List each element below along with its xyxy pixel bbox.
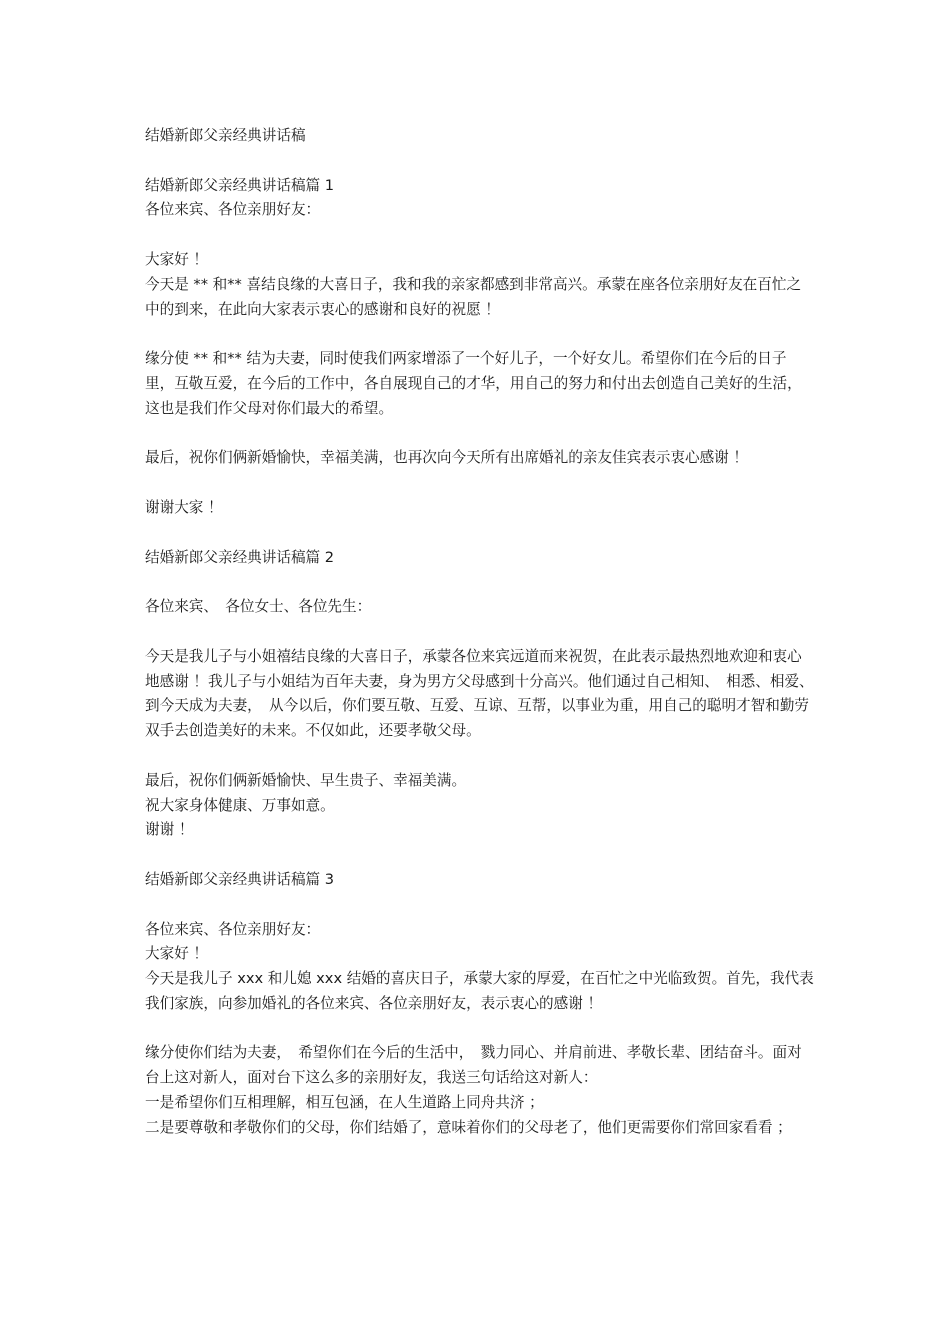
section-2-paragraph-1: 今天是我儿子与小姐禧结良缘的大喜日子，承蒙各位来宾远道而来祝贺，在此表示最热烈地欢迎和衷心地感谢 ！我儿子与小姐结为百年夫妻，身为男方父母感到十分高兴。他们通过自己相知、 相悉、相爱、到今天成为夫妻， 从今以后，你们要互敬、互爱、互谅、互帮，以事业为重，用自己的聪明才智和勤劳双手去创造美好的未来。不仅如此，还要孝敬父母。: [145, 647, 814, 740]
section-1-heading: 结婚新郎父亲经典讲话稿篇 1: [145, 176, 335, 194]
section-3-paragraph-2: 缘分使你们结为夫妻， 希望你们在今后的生活中， 戮力同心、并肩前进、孝敬长辈、团结奋斗。面对台上这对新人，面对台下这么多的亲朋好友，我送三句话给这对新人：: [145, 1044, 802, 1087]
section-1-paragraph-3: 最后，祝你们俩新婚愉快，幸福美满，也再次向今天所有出席婚礼的亲友佳宾表示衷心感谢 ！: [145, 449, 748, 467]
section-3-line-1: 一是希望你们互相理解，相互包涵，在人生道路上同舟共济 ；: [145, 1094, 544, 1112]
section-1-opening: 大家好 ！: [145, 250, 209, 268]
section-3-paragraph-1: 今天是我儿子 xxx 和儿媳 xxx 结婚的喜庆日子，承蒙大家的厚爱，在百忙之中光临致贺。首先，我代表我们家族，向参加婚礼的各位来宾、各位亲朋好友，表示衷心的感谢 ！: [145, 970, 814, 1012]
section-3-greeting: 各位来宾、各位亲朋好友：: [145, 920, 321, 938]
section-2-line-2: 祝大家身体健康、万事如意。: [145, 796, 335, 814]
section-2-line-3: 谢谢 ！: [145, 821, 194, 839]
section-2-heading: 结婚新郎父亲经典讲话稿篇 2: [145, 548, 335, 566]
section-2-greeting: 各位来宾、 各位女士、各位先生：: [145, 598, 372, 616]
document-title: 结婚新郎父亲经典讲话稿: [145, 127, 306, 144]
section-3-opening: 大家好 ！: [145, 945, 209, 963]
document-body: [145, 124, 815, 1141]
section-1-closing: 谢谢大家 ！: [145, 498, 223, 516]
section-1-paragraph-2: 缘分使 ** 和** 结为夫妻，同时使我们两家增添了一个好儿子，一个好女儿。希望你们在今后的日子里，互敬互爱，在今后的工作中，各自展现自己的才华，用自己的努力和付出去创造自己美好的生活，这也是我们作父母对你们最大的希望。: [145, 350, 802, 417]
section-3-heading: 结婚新郎父亲经典讲话稿篇 3: [145, 870, 335, 888]
section-3-line-2: 二是要尊敬和孝敬你们的父母，你们结婚了，意味着你们的父母老了，他们更需要你们常回家看看 ；: [145, 1118, 792, 1136]
section-1-paragraph-1: 今天是 ** 和** 喜结良缘的大喜日子，我和我的亲家都感到非常高兴。承蒙在座各位亲朋好友在百忙之中的到来，在此向大家表示衷心的感谢和良好的祝愿 ！: [145, 275, 802, 318]
section-2-line-1: 最后，祝你们俩新婚愉快、早生贵子、幸福美满。: [145, 771, 467, 789]
section-1-greeting: 各位来宾、各位亲朋好友：: [145, 201, 321, 219]
